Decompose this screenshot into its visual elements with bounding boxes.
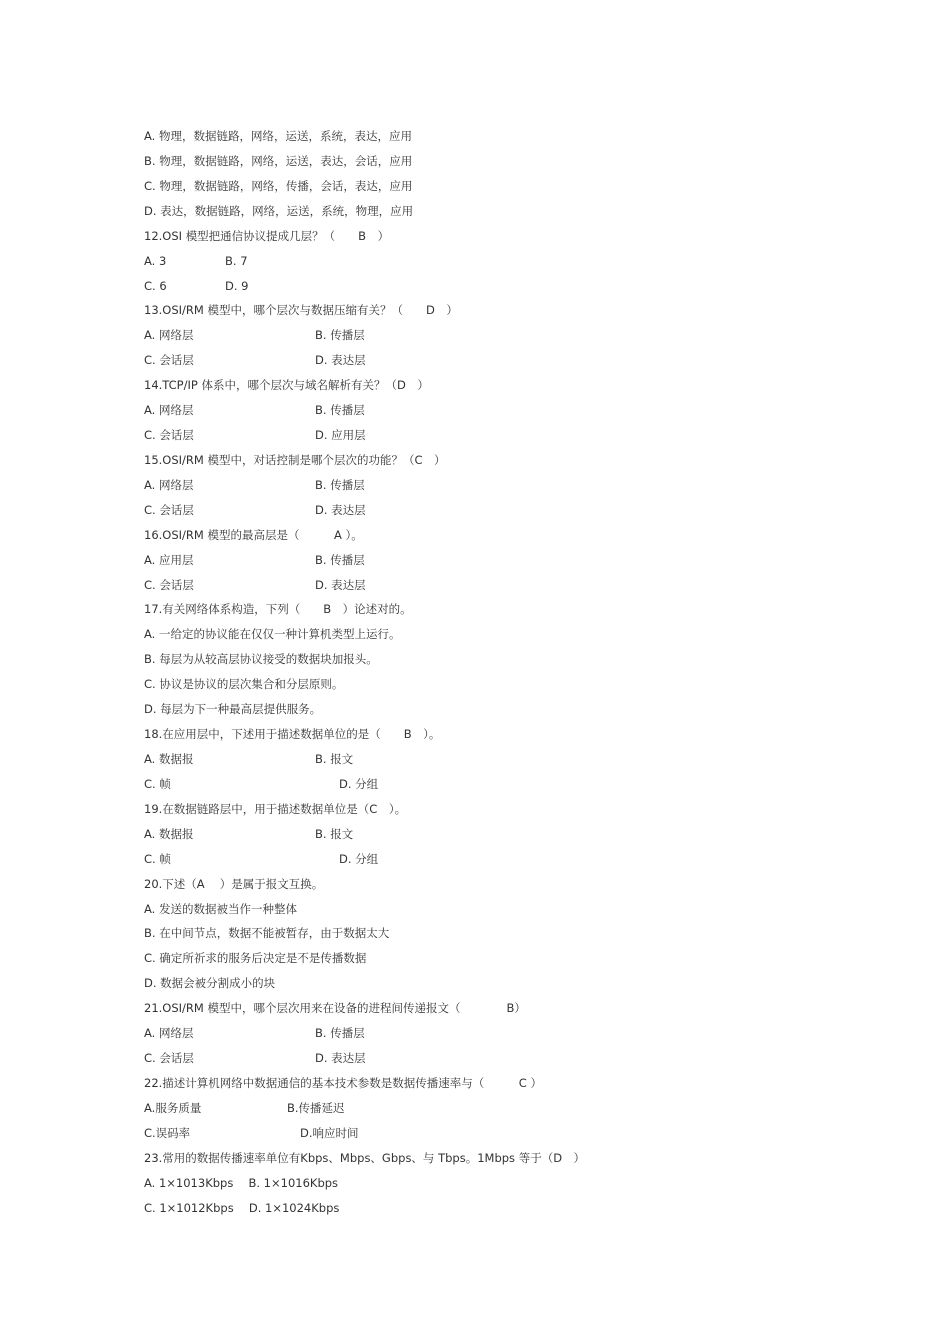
option-left: A. 网络层: [144, 403, 194, 418]
text-line: A. 一给定的协议能在仅仅一种计算机类型上运行。: [144, 627, 401, 642]
text-line: [144, 552, 904, 568]
option-left: C. 会话层: [144, 1051, 194, 1066]
option-left: A. 应用层: [144, 552, 194, 567]
text-line: [144, 327, 904, 343]
option-right: D. 分组: [339, 776, 379, 791]
option-left: C.误码率: [144, 1125, 191, 1140]
option-right: B. 传播层: [315, 552, 365, 567]
text-line: 19.在数据链路层中，用于描述数据单位是（C ）。: [144, 801, 407, 816]
option-right: D. 表达层: [315, 577, 366, 592]
text-line: [144, 1025, 904, 1041]
option-right: B. 传播层: [315, 1026, 365, 1041]
text-line: 15.OSI/RM 模型中，对话控制是哪个层次的功能？（C ）: [144, 452, 446, 467]
text-line: [144, 851, 904, 867]
option-right: B. 传播层: [315, 403, 365, 418]
option-right: B.传播延迟: [287, 1100, 345, 1115]
option-right: D. 9: [225, 278, 249, 293]
text-line: A. 1×1013Kbps B. 1×1016Kbps: [144, 1175, 339, 1190]
text-line: [144, 751, 904, 767]
text-line: D. 数据会被分割成小的块: [144, 976, 276, 991]
text-line: [144, 402, 904, 418]
text-line: 12.OSI 模型把通信协议提成几层？（ B ）: [144, 228, 390, 243]
text-line: B. 物理，数据链路，网络，运送，表达，会话，应用: [144, 153, 413, 168]
option-left: A. 网络层: [144, 1026, 194, 1041]
text-line: [144, 826, 904, 842]
text-line: B. 每层为从较高层协议接受的数据块加报头。: [144, 652, 378, 667]
text-line: A. 物理，数据链路，网络，运送，系统，表达，应用: [144, 129, 412, 143]
text-line: [144, 352, 904, 368]
option-left: A. 数据报: [144, 752, 194, 766]
option-left: A.服务质量: [144, 1100, 202, 1115]
option-right: D. 应用层: [315, 428, 366, 443]
option-left: C. 会话层: [144, 353, 194, 368]
text-line: 20.下述（A ）是属于报文互换。: [144, 876, 324, 891]
option-left: C. 会话层: [144, 502, 194, 517]
text-line: 22.描述计算机网络中数据通信的基本技术参数是数据传播速率与（ C ）: [144, 1075, 542, 1090]
option-right: D. 表达层: [315, 1051, 366, 1066]
text-line: C. 物理，数据链路，网络，传播，会话，表达，应用: [144, 178, 413, 193]
option-right: D.响应时间: [300, 1125, 359, 1140]
text-line: C. 确定所祈求的服务后决定是不是传播数据: [144, 951, 367, 966]
option-left: A. 网络层: [144, 477, 194, 492]
text-line: B. 在中间节点，数据不能被暂存，由于数据太大: [144, 926, 390, 941]
text-line: 21.OSI/RM 模型中，哪个层次用来在设备的进程间传递报文（ B）: [144, 1001, 526, 1016]
option-right: B. 报文: [315, 752, 354, 766]
text-line: [144, 1100, 904, 1116]
text-line: 16.OSI/RM 模型的最高层是（ A ）。: [144, 527, 363, 542]
text-line: [144, 502, 904, 518]
option-right: B. 报文: [315, 826, 354, 841]
text-line: C. 1×1012Kbps D. 1×1024Kbps: [144, 1200, 340, 1215]
text-line: 23.常用的数据传播速率单位有Kbps、Mbps、Gbps、与 Tbps。1Mbps 等于（D ）: [144, 1150, 586, 1165]
text-line: [144, 278, 904, 294]
option-left: C. 会话层: [144, 428, 194, 443]
text-line: D. 表达，数据链路，网络，运送，系统，物理，应用: [144, 203, 414, 218]
option-left: C. 6: [144, 278, 167, 293]
option-left: A. 网络层: [144, 328, 194, 343]
text-line: [144, 253, 904, 269]
option-right: B. 7: [225, 253, 248, 268]
text-line: [144, 776, 904, 792]
option-right: B. 传播层: [315, 477, 365, 492]
option-right: B. 传播层: [315, 328, 365, 343]
text-line: [144, 577, 904, 593]
text-line: 17.有关网络体系构造，下列（ B ）论述对的。: [144, 602, 412, 617]
option-left: C. 帧: [144, 776, 171, 791]
text-line: 13.OSI/RM 模型中，哪个层次与数据压缩有关？（ D ）: [144, 303, 458, 318]
text-line: [144, 427, 904, 443]
text-line: [144, 1050, 904, 1066]
text-line: D. 每层为下一种最高层提供服务。: [144, 702, 322, 717]
text-line: 14.TCP/IP 体系中，哪个层次与域名解析有关？（D ）: [144, 378, 429, 393]
option-right: D. 表达层: [315, 502, 366, 517]
text-line: [144, 477, 904, 493]
option-right: D. 分组: [339, 851, 379, 866]
option-left: A. 3: [144, 253, 167, 268]
option-left: C. 会话层: [144, 577, 194, 592]
option-right: D. 表达层: [315, 353, 366, 368]
option-left: A. 数据报: [144, 826, 194, 841]
text-line: 18.在应用层中，下述用于描述数据单位的是（ B ）。: [144, 727, 441, 742]
option-left: C. 帧: [144, 851, 171, 866]
text-line: C. 协议是协议的层次集合和分层原则。: [144, 677, 344, 692]
text-line: A. 发送的数据被当作一种整体: [144, 901, 297, 916]
text-line: [144, 1125, 904, 1141]
